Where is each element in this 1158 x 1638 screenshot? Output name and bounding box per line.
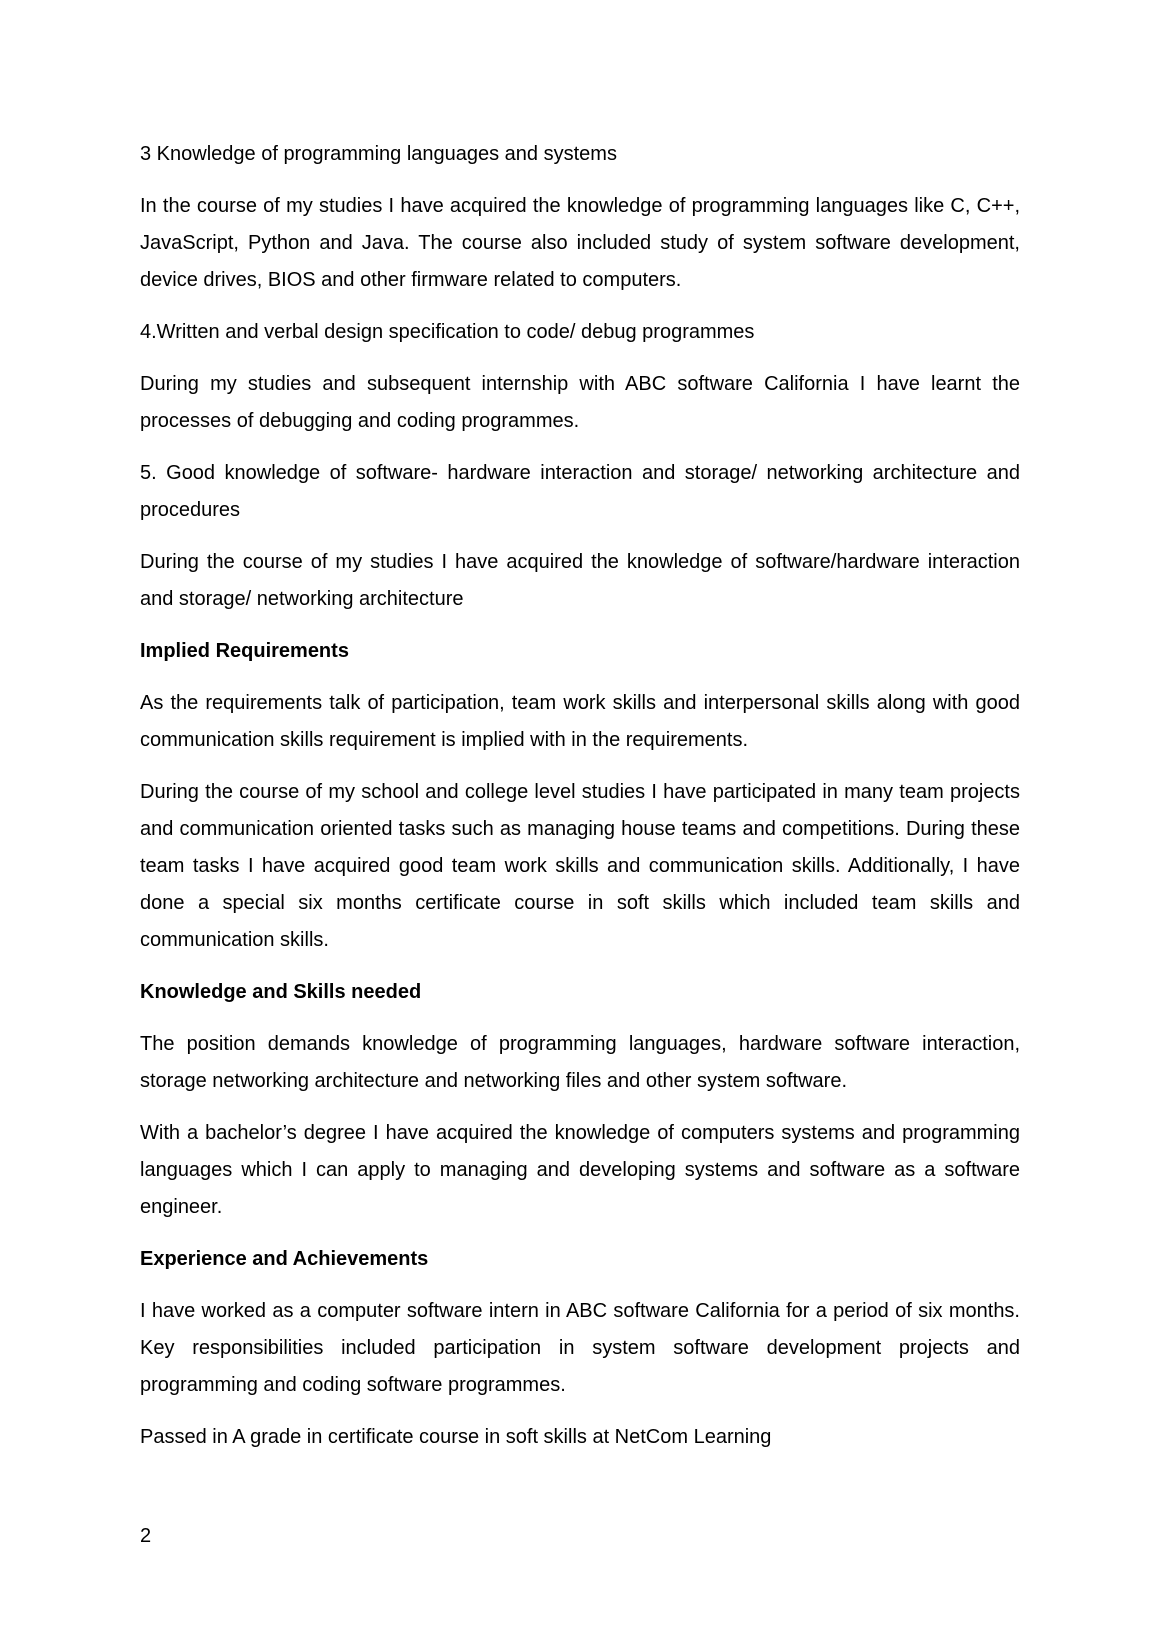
list-item-heading: 3 Knowledge of programming languages and systems [140, 143, 617, 165]
list-item-heading: 5. Good knowledge of software- hardware interaction and storage/ networking architecture and procedures [140, 462, 1020, 521]
page-number: 2 [140, 1525, 152, 1547]
paragraph: During the course of my school and college level studies I have participated in many team projects and communication oriented tasks such as managing house teams and competitions. During these team tasks I have acquired good team work skills and communication skills. Additionally, I have done a special six months certificate course in soft skills which included team skills and communication skills. [140, 781, 1020, 951]
section-heading: Implied Requirements [140, 640, 349, 662]
paragraph: I have worked as a computer software intern in ABC software California for a period of six months. Key responsibilities included participation in system software development projects and programming and coding software programmes. [140, 1300, 1020, 1396]
paragraph: In the course of my studies I have acquired the knowledge of programming languages like C, C++, JavaScript, Python and Java. The course also included study of system software development, device drives, BIOS and other firmware related to computers. [140, 195, 1020, 291]
list-item-heading: 4.Written and verbal design specification to code/ debug programmes [140, 321, 755, 343]
document-body [140, 136, 1020, 1471]
paragraph: With a bachelor’s degree I have acquired the knowledge of computers systems and programming languages which I can apply to managing and developing systems and software as a software engineer. [140, 1122, 1020, 1218]
paragraph: The position demands knowledge of programming languages, hardware software interaction, storage networking architecture and networking files and other system software. [140, 1033, 1020, 1092]
paragraph: During the course of my studies I have acquired the knowledge of software/hardware interaction and storage/ networking architecture [140, 551, 1020, 610]
paragraph: Passed in A grade in certificate course in soft skills at NetCom Learning [140, 1426, 772, 1448]
paragraph: As the requirements talk of participation, team work skills and interpersonal skills along with good communication skills requirement is implied with in the requirements. [140, 692, 1020, 751]
section-heading: Knowledge and Skills needed [140, 981, 422, 1003]
paragraph: During my studies and subsequent internship with ABC software California I have learnt the processes of debugging and coding programmes. [140, 373, 1020, 432]
section-heading: Experience and Achievements [140, 1248, 429, 1270]
